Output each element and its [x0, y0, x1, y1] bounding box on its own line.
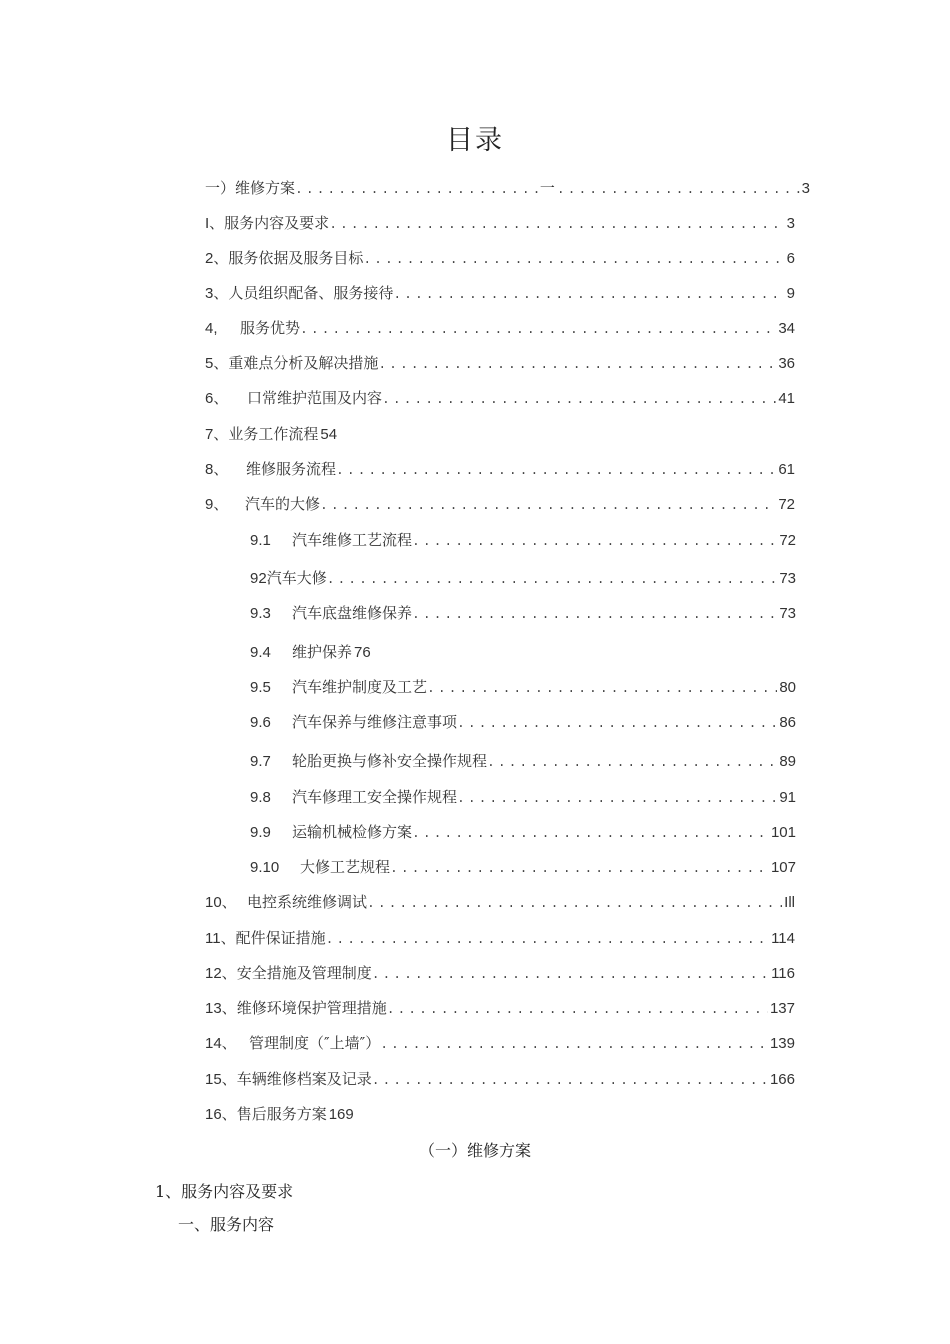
- toc-page-number: 116: [771, 965, 795, 982]
- toc-page-number: 89: [779, 753, 796, 770]
- toc-entry-number: 92: [250, 570, 267, 587]
- toc-row[interactable]: [205, 1103, 795, 1125]
- toc-row[interactable]: [205, 493, 795, 515]
- toc-row[interactable]: [205, 458, 795, 480]
- toc-entry-number: 15、: [205, 1071, 237, 1088]
- toc-row[interactable]: [250, 786, 796, 808]
- toc-entry-text: 服务优势: [240, 319, 301, 337]
- toc-entry-number: 9.1: [250, 532, 271, 549]
- toc-leader: [378, 354, 776, 376]
- toc-entry-text: 配件保证措施: [235, 929, 326, 947]
- toc-page-number: 76: [354, 644, 371, 661]
- toc-page-number: 137: [769, 1000, 795, 1017]
- toc-entry-number: 12、: [205, 965, 237, 982]
- toc-leader: [427, 678, 777, 700]
- toc-row[interactable]: [205, 212, 795, 234]
- toc-row[interactable]: [205, 387, 795, 409]
- toc-leader: [557, 179, 800, 201]
- toc-page-number: 41: [778, 390, 795, 407]
- toc-entry-text: 维修环境保护管理措施: [236, 999, 387, 1017]
- toc-entry-number: 9.5: [250, 679, 271, 696]
- toc-entry-text: 安全措施及管理制度: [236, 964, 372, 982]
- toc-page-number: 114: [771, 930, 795, 947]
- toc-entry-text: 运输机械检修方案: [292, 823, 413, 841]
- toc-leader: [412, 823, 769, 845]
- toc-page-number: 34: [778, 320, 795, 337]
- toc-entry-text: 车辆维修档案及记录: [236, 1070, 372, 1088]
- toc-entry-number: I、: [205, 215, 225, 232]
- toc-entry-text: 维修服务流程: [246, 460, 337, 478]
- toc-row[interactable]: [205, 247, 795, 269]
- toc-page-number: 101: [770, 824, 796, 841]
- toc-leader: [393, 284, 784, 306]
- toc-row[interactable]: [250, 641, 796, 663]
- toc-row[interactable]: [250, 676, 796, 698]
- toc-entry-number: 9.4: [250, 644, 271, 661]
- toc-page-number: Ill: [784, 894, 795, 911]
- toc-title: 目录: [446, 125, 504, 156]
- toc-entry-number: 13、: [205, 1000, 237, 1017]
- toc-entry-text: 售后服务方案: [236, 1105, 327, 1123]
- toc-leader: [363, 249, 784, 271]
- toc-entry-text: 汽车底盘维修保养: [292, 604, 413, 622]
- toc-entry-number: 16、: [205, 1106, 237, 1123]
- sub-heading: 一、服务内容: [178, 1215, 275, 1234]
- toc-entry-number: 3、: [205, 285, 229, 302]
- toc-entry-number: 9.6: [250, 714, 271, 731]
- toc-row[interactable]: [250, 750, 796, 772]
- toc-page-number: 36: [778, 355, 795, 372]
- toc-leader: [372, 964, 769, 986]
- toc-page-number: 61: [778, 461, 795, 478]
- toc-entry-mid: 一: [539, 179, 555, 197]
- toc-entry-number: 2、: [205, 250, 229, 267]
- toc-leader: [329, 214, 784, 236]
- toc-entry-number: 9.8: [250, 789, 271, 806]
- toc-leader: [387, 999, 768, 1021]
- toc-row[interactable]: [205, 1032, 795, 1054]
- toc-page-number: 80: [779, 679, 796, 696]
- toc-entry-text: 服务内容及要求: [224, 214, 330, 232]
- toc-page-number: 9: [786, 285, 795, 302]
- toc-row[interactable]: [205, 177, 810, 199]
- toc-leader: [295, 179, 538, 201]
- toc-leader: [412, 604, 777, 626]
- toc-row[interactable]: [250, 711, 796, 733]
- toc-entry-number: 14、: [205, 1035, 237, 1052]
- sub-heading: 1、服务内容及要求: [155, 1182, 294, 1201]
- toc-entry-text: 管理制度（″上墙″）: [249, 1034, 381, 1052]
- toc-entry-number: 10、: [205, 894, 237, 911]
- toc-leader: [367, 893, 782, 915]
- toc-leader: [390, 858, 769, 880]
- toc-page-number: 166: [769, 1071, 795, 1088]
- toc-leader: [457, 788, 777, 810]
- toc-leader: [372, 1070, 768, 1092]
- toc-entry-text: 服务依据及服务目标: [228, 249, 364, 267]
- toc-row[interactable]: [205, 962, 795, 984]
- toc-entry-text: 人员组织配备、服务接待: [228, 284, 394, 302]
- toc-entry-text: 汽车的大修: [245, 495, 321, 513]
- toc-page-number: 86: [779, 714, 796, 731]
- toc-entry-text: 汽车保养与维修注意事项: [292, 713, 458, 731]
- toc-row[interactable]: [205, 1068, 795, 1090]
- toc-entry-text: 大修工艺规程: [300, 858, 391, 876]
- toc-entry-number: 11、: [205, 930, 236, 947]
- toc-entry-number: 6、: [205, 390, 229, 407]
- toc-leader: [412, 531, 777, 553]
- toc-row[interactable]: [250, 856, 796, 878]
- toc-entry-text: 重难点分析及解决措施: [228, 354, 379, 372]
- toc-entry-number: 4,: [205, 320, 218, 337]
- toc-entry-text: 汽车大修: [266, 569, 327, 587]
- toc-entry-number: 9.10: [250, 859, 280, 876]
- toc-page-number: 72: [778, 496, 795, 513]
- toc-page-number: 73: [779, 570, 796, 587]
- toc-entry-number: 9、: [205, 496, 229, 513]
- toc-entry-number: 7、: [205, 426, 229, 443]
- toc-entry-number: 5、: [205, 355, 229, 372]
- toc-page-number: 72: [779, 532, 796, 549]
- toc-row[interactable]: [250, 567, 796, 589]
- toc-entry-text: 汽车维护制度及工艺: [292, 678, 428, 696]
- toc-entry-number: 8、: [205, 461, 229, 478]
- toc-row[interactable]: [250, 602, 796, 624]
- toc-entry-text: 汽车维修工艺流程: [292, 531, 413, 549]
- toc-row[interactable]: [205, 927, 795, 949]
- toc-page-number: 54: [320, 426, 338, 443]
- toc-page-number: 3: [801, 180, 810, 197]
- toc-page-number: 73: [779, 605, 796, 622]
- toc-leader: [457, 713, 777, 735]
- toc-entry-text: 轮胎更换与修补安全操作规程: [292, 752, 488, 770]
- toc-entry-number: 9.9: [250, 824, 271, 841]
- toc-page-number: 139: [769, 1035, 795, 1052]
- toc-leader: [300, 319, 776, 341]
- toc-row[interactable]: [205, 997, 795, 1019]
- toc-row[interactable]: [205, 423, 795, 445]
- toc-leader: [382, 389, 776, 411]
- toc-row[interactable]: [205, 282, 795, 304]
- toc-leader: [487, 752, 777, 774]
- toc-row[interactable]: [250, 529, 796, 551]
- toc-row[interactable]: [250, 821, 796, 843]
- toc-row[interactable]: [205, 317, 795, 339]
- toc-entry-text: 汽车修理工安全操作规程: [292, 788, 458, 806]
- toc-entry-text: 维护保养: [292, 643, 353, 661]
- toc-entry-text: 口常维护范围及内容: [247, 389, 383, 407]
- toc-leader: [326, 929, 769, 951]
- toc-entry-number: 9.3: [250, 605, 271, 622]
- toc-entry-text: 电控系统维修调试: [247, 893, 368, 911]
- toc-leader: [380, 1034, 768, 1056]
- toc-leader: [336, 460, 776, 482]
- toc-leader: [320, 495, 776, 517]
- toc-leader: [327, 569, 778, 591]
- toc-row[interactable]: [205, 352, 795, 374]
- toc-page-number: 3: [786, 215, 795, 232]
- toc-entry-number: 9.7: [250, 753, 271, 770]
- toc-row[interactable]: [205, 891, 795, 913]
- toc-page-number: 91: [779, 789, 796, 806]
- toc-entry-text: 一）维修方案: [205, 179, 296, 197]
- toc-entry-text: 业务工作流程: [228, 425, 319, 443]
- section-heading: （一）维修方案: [418, 1141, 531, 1160]
- toc-page-number: 107: [770, 859, 796, 876]
- toc-page-number: 6: [786, 250, 795, 267]
- toc-page-number: 169: [328, 1106, 354, 1123]
